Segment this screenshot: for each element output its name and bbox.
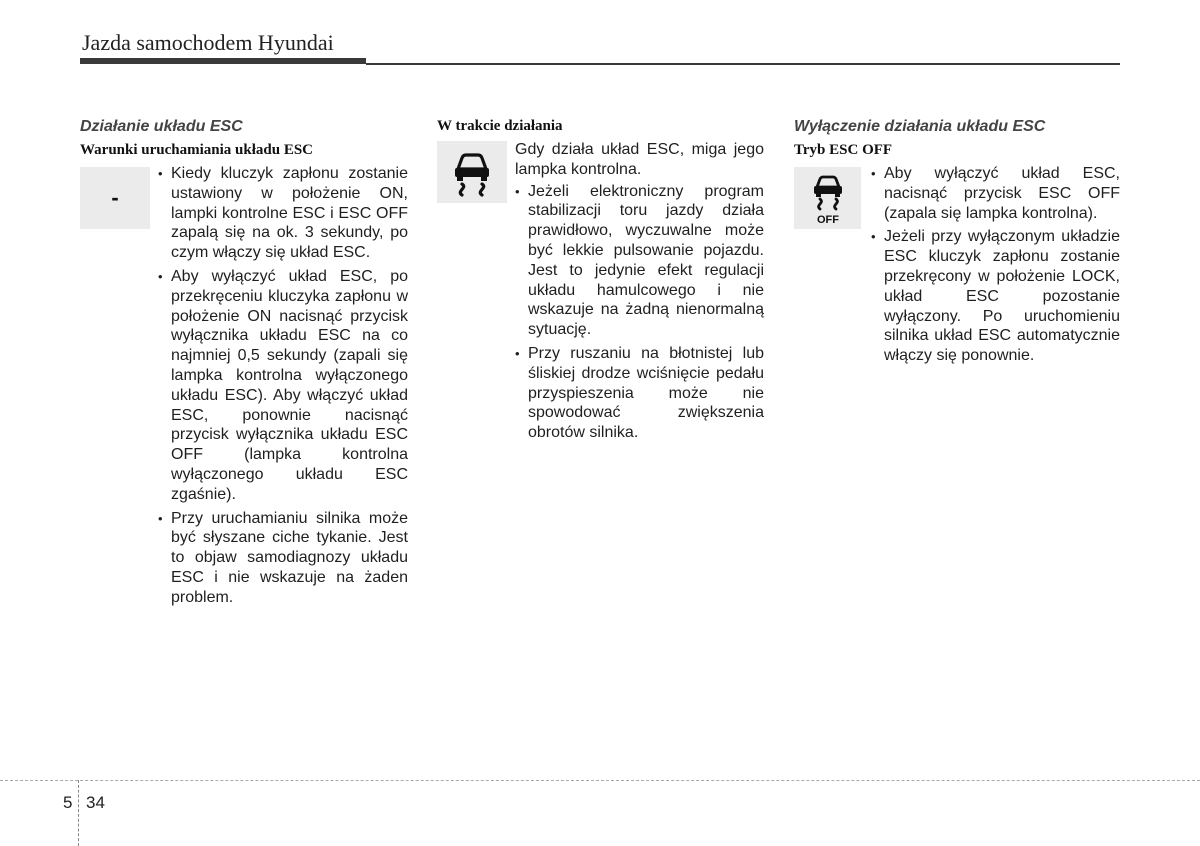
- page-number: 34: [86, 793, 105, 812]
- esc-indicator-icon: [449, 147, 495, 197]
- section-heading-esc-operation: Działanie układu ESC: [80, 118, 243, 135]
- col2-text: [515, 140, 764, 447]
- footer-dotted-rule: [0, 780, 1200, 781]
- subheading-during-operation: W trakcie działania: [437, 118, 563, 134]
- list-item: • Przy ruszaniu na błotnistej lub śliskiej drodze wciśnięcie pedału przyspieszenia może nie spowodować zwiększenia obrotów silnika.: [515, 344, 764, 443]
- list-item: • Aby wyłączyć układ ESC, po przekręceniu kluczyka zapłonu w położenie ON nacisnąć przycisk wyłącznika układu ESC na co najmniej 0,5 sekundy (zapali się lampka kontrolna wyłączonego układu ESC). Aby włączyć układ ESC, ponownie nacisnąć przycisk wyłącznika układu ESC OFF (lampka kontrolna wyłączonego układu ESC zgaśnie).: [158, 267, 408, 505]
- col2-bullet-list: [515, 182, 764, 443]
- off-label: OFF: [816, 214, 839, 226]
- list-item: • Kiedy kluczyk zapłonu zostanie ustawiony w położenie ON, lampki kontrolne ESC i ESC OFF zapalą się na ok. 3 sekundy, po czym włączy się układ ESC.: [158, 164, 408, 263]
- list-item: • Jeżeli elektroniczny program stabilizacji toru jazdy działa prawidłowo, wyczuwalne może być lekkie pulsowanie pojazdu. Jest to jedynie efekt regulacji układu hamulcowego i nie wskazuje na żadną nienormalną sytuację.: [515, 182, 764, 340]
- header-rule: [366, 63, 1120, 65]
- col1-text: [158, 164, 408, 612]
- list-item: • Przy uruchamianiu silnika może być słyszane ciche tykanie. Jest to objaw samodiagnozy układu ESC i nie wskazuje na żaden problem.: [158, 509, 408, 608]
- esc-off-indicator-box: [794, 167, 861, 229]
- col3-bullet-list: [871, 164, 1120, 366]
- subheading-activation-conditions: Warunki uruchamiania układu ESC: [80, 142, 314, 158]
- chapter-number: 5: [63, 793, 73, 812]
- header-bar: [80, 58, 366, 64]
- page-header-title: Jazda samochodem Hyundai: [82, 30, 334, 55]
- list-item: • Aby wyłączyć układ ESC, nacisnąć przycisk ESC OFF (zapala się lampka kontrolna).: [871, 164, 1120, 223]
- footer-separator: [78, 780, 79, 846]
- indicator-placeholder-box: [80, 167, 150, 229]
- col1-bullet-list: [158, 164, 408, 608]
- dash-symbol: -: [111, 185, 119, 210]
- subheading-esc-off-mode: Tryb ESC OFF: [794, 142, 893, 158]
- section-heading-esc-deactivation: Wyłączenie działania układu ESC: [794, 118, 1046, 135]
- esc-off-indicator-icon: [806, 170, 850, 226]
- col2-intro: Gdy działa układ ESC, miga jego lampka kontrolna.: [515, 141, 764, 178]
- esc-indicator-box: [437, 141, 507, 203]
- list-item: • Jeżeli przy wyłączonym układzie ESC kluczyk zapłonu zostanie przekręcony w położenie LOCK, układ ESC pozostanie wyłączony. Po uruchomieniu silnika układ ESC automatycznie włączy się ponownie.: [871, 227, 1120, 366]
- col3-text: [871, 164, 1120, 370]
